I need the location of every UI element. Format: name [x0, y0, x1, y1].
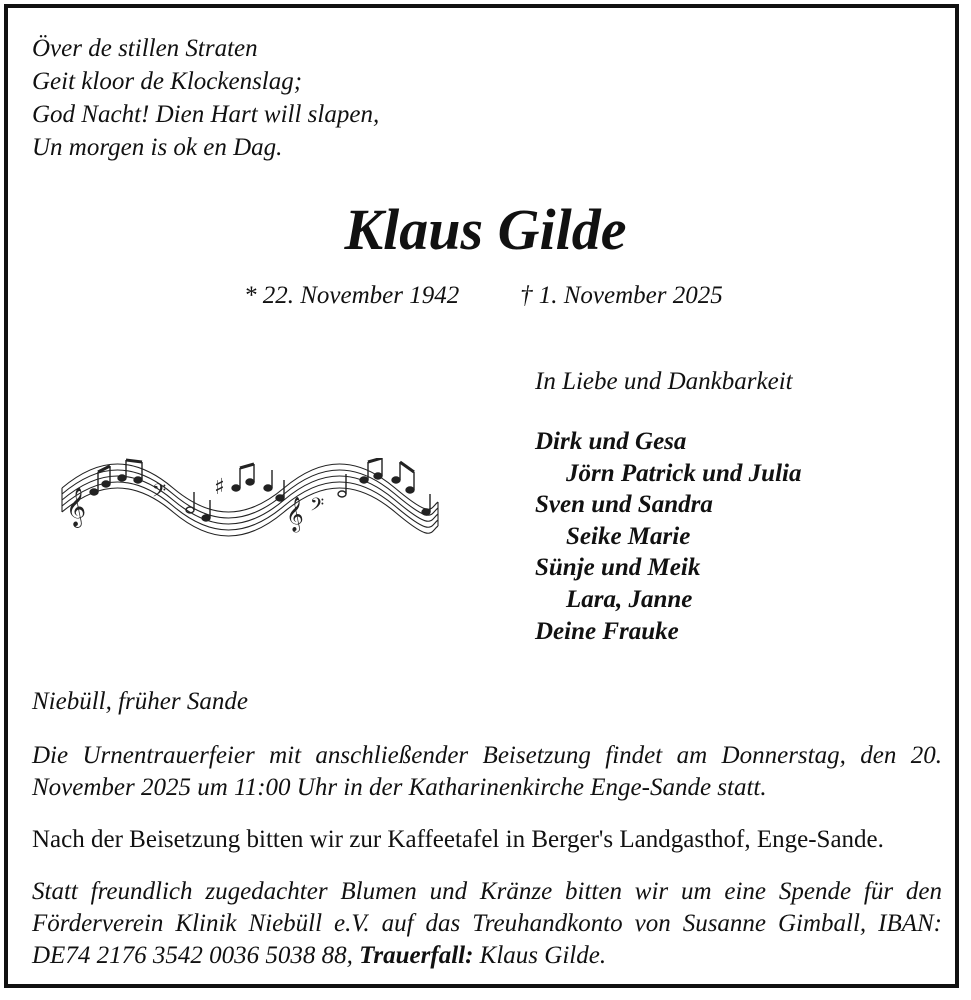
- coffee-notice: Nach der Beisetzung bitten wir zur Kaffeetafel in Berger's Landgasthof, Enge-Sande.: [32, 826, 884, 853]
- donation-notice: [32, 876, 942, 972]
- donation-text: Statt freundlich zugedachter Blumen und Kränze bitten wir um eine Spende für den Förderverein Klinik Niebüll e.V. auf das Treuhandkonto von Susanne Gimball, IBAN: DE74 2176 3542 0036 5038 88,: [32, 878, 942, 969]
- mourner-line: Deine Frauke: [535, 617, 679, 645]
- donation-reference-label: Trauerfall:: [359, 942, 474, 969]
- mourner-line: Sven und Sandra: [535, 491, 713, 519]
- svg-text:𝄢: 𝄢: [152, 481, 167, 506]
- svg-text:𝄢: 𝄢: [310, 495, 325, 520]
- svg-text:♯: ♯: [214, 475, 225, 500]
- music-staff-wave-icon: [60, 458, 440, 538]
- poem-line: God Nacht! Dien Hart will slapen,: [32, 101, 380, 128]
- svg-text:𝄞: 𝄞: [66, 487, 87, 527]
- birth-date: * 22. November 1942: [244, 282, 460, 309]
- mourner-line: Jörn Patrick und Julia: [566, 459, 802, 487]
- mourner-line: Seike Marie: [566, 522, 691, 550]
- mourners-list: [535, 426, 801, 647]
- death-date: † 1. November 2025: [520, 282, 723, 309]
- mourner-line: Sünje und Meik: [535, 554, 701, 582]
- svg-text:𝄞: 𝄞: [286, 497, 304, 532]
- mourner-line: Lara, Janne: [566, 585, 693, 613]
- poem-line: Un morgen is ok en Dag.: [32, 134, 283, 161]
- place-of-residence: Niebüll, früher Sande: [32, 688, 248, 715]
- poem-line: Över de stillen Straten: [32, 35, 258, 62]
- donation-reference-value: Klaus Gilde.: [479, 942, 607, 969]
- deceased-name: Klaus Gilde: [344, 197, 627, 262]
- mourner-line: Dirk und Gesa: [535, 428, 687, 455]
- mourners-intro: In Liebe und Dankbarkeit: [535, 368, 793, 395]
- poem: [32, 32, 379, 164]
- ceremony-notice: Die Urnentrauerfeier mit anschließender Beisetzung findet am Donnerstag, den 20. November 2025 um 11:00 Uhr in der Katharinenkirche Enge-Sande statt.: [32, 742, 942, 801]
- poem-line: Geit kloor de Klockenslag;: [32, 68, 303, 95]
